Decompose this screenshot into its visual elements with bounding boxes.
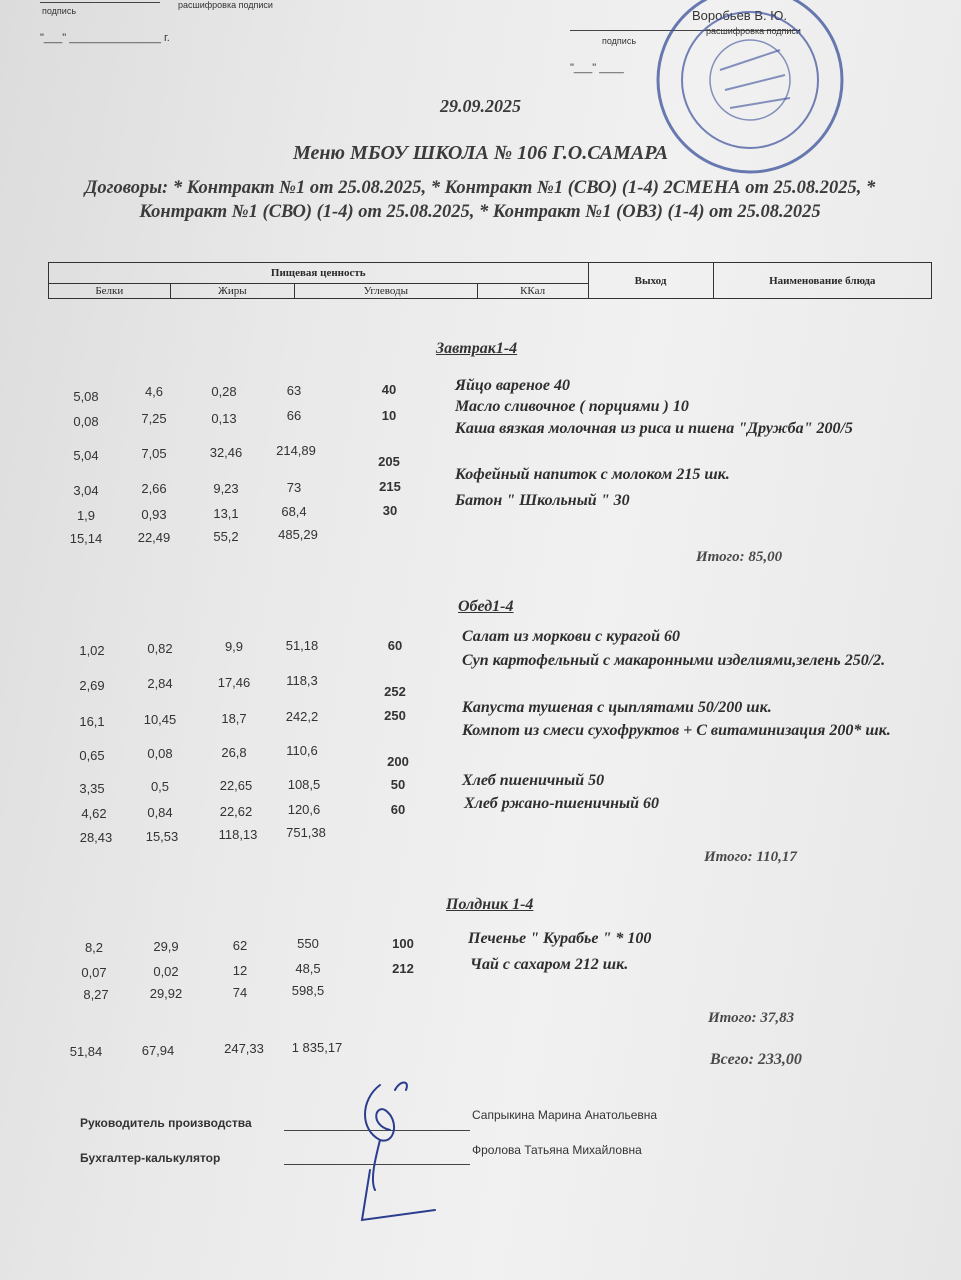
menu-date: 29.09.2025 xyxy=(440,96,521,116)
cell-output: 60 xyxy=(390,802,406,817)
sum-carbs: 55,2 xyxy=(213,529,239,544)
cell-protein: 1,9 xyxy=(76,508,96,523)
section-title-breakfast: Завтрак1-4 xyxy=(436,340,518,357)
grand-fat: 67,94 xyxy=(141,1043,175,1058)
right-name: Воробьев В. Ю. xyxy=(692,8,787,23)
menu-title: Меню МБОУ ШКОЛА № 106 Г.О.САМАРА xyxy=(292,142,669,164)
cell-dish: Суп картофельный с макаронными изделиями,зелень 250/2. xyxy=(462,652,886,669)
cell-dish: Печенье " Курабье " * 100 xyxy=(468,930,652,947)
cell-kcal: 51,18 xyxy=(285,638,319,653)
col-carbs: Углеводы xyxy=(294,284,477,299)
cell-protein: 3,04 xyxy=(73,483,99,498)
cell-output: 100 xyxy=(392,936,414,951)
cell-kcal: 214,89 xyxy=(276,443,316,458)
cell-kcal: 118,3 xyxy=(286,673,318,688)
col-fat: Жиры xyxy=(170,284,294,299)
left-date-line: "___" _______________ г. xyxy=(40,32,170,44)
cell-kcal: 48,5 xyxy=(295,961,321,976)
cell-fat: 0,82 xyxy=(147,641,173,656)
output-header: Выход xyxy=(588,263,713,299)
cell-protein: 0,08 xyxy=(73,414,99,429)
cell-output: 50 xyxy=(390,777,406,792)
grand-protein: 51,84 xyxy=(69,1044,103,1059)
cell-fat: 0,84 xyxy=(147,805,173,820)
cell-carbs: 9,23 xyxy=(213,481,239,496)
cell-protein: 3,35 xyxy=(79,781,105,796)
header-table xyxy=(48,262,932,299)
cell-output: 250 xyxy=(384,708,406,723)
snack-total: Итого: 37,83 xyxy=(708,1010,795,1026)
cell-fat: 2,66 xyxy=(141,481,167,496)
cell-output: 40 xyxy=(381,382,397,397)
cell-protein: 4,62 xyxy=(81,806,107,821)
sum-fat: 29,92 xyxy=(149,986,183,1001)
cell-protein: 5,08 xyxy=(73,389,99,404)
cell-protein: 5,04 xyxy=(73,448,99,463)
cell-output: 30 xyxy=(382,503,398,518)
sum-carbs: 74 xyxy=(232,985,248,1000)
dish-name-header: Наименование блюда xyxy=(713,263,931,299)
sum-fat: 22,49 xyxy=(137,530,171,545)
cell-kcal: 108,5 xyxy=(287,777,321,792)
cell-carbs: 17,46 xyxy=(217,675,251,690)
cell-fat: 7,05 xyxy=(141,446,167,461)
cell-protein: 16,1 xyxy=(79,714,105,729)
right-decode-caption: расшифровка подписи xyxy=(706,26,801,36)
cell-dish: Кофейный напиток с молоком 215 шк. xyxy=(455,466,730,483)
cell-dish: Батон " Школьный " 30 xyxy=(455,492,630,509)
cell-carbs: 18,7 xyxy=(221,711,247,726)
cell-fat: 0,08 xyxy=(147,746,173,761)
cell-fat: 4,6 xyxy=(144,384,164,399)
cell-dish: Салат из моркови с курагой 60 xyxy=(462,628,680,645)
cell-carbs: 13,1 xyxy=(213,506,239,521)
cell-kcal: 73 xyxy=(286,480,302,495)
cell-carbs: 32,46 xyxy=(209,445,243,460)
left-sign-caption: подпись xyxy=(42,6,77,16)
lunch-total: Итого: 110,17 xyxy=(704,849,797,865)
col-kcal: ККал xyxy=(477,284,588,299)
cell-protein: 0,07 xyxy=(81,965,107,980)
contracts-text: Договоры: * Контракт №1 от 25.08.2025, * Контракт №1 (СВО) (1-4) 2СМЕНА от 25.08.2025, * Контракт №1 (СВО) (1-4) от 25.08.2025, * Контракт №1 (ОВЗ) (1-4) от 25.08.2025 xyxy=(84,178,876,222)
cell-kcal: 120,6 xyxy=(287,802,321,817)
cell-dish: Каша вязкая молочная из риса и пшена "Дружба" 200/5 xyxy=(455,420,853,437)
cell-fat: 7,25 xyxy=(141,411,167,426)
cell-protein: 8,2 xyxy=(84,940,104,955)
cell-fat: 0,02 xyxy=(153,964,179,979)
sum-kcal: 485,29 xyxy=(278,527,318,542)
cell-carbs: 0,13 xyxy=(211,411,237,426)
sum-kcal: 751,38 xyxy=(286,825,326,840)
cell-dish: Хлеб ржано-пшеничный 60 xyxy=(464,795,659,812)
sum-kcal: 598,5 xyxy=(291,983,325,998)
cell-dish: Чай с сахаром 212 шк. xyxy=(470,956,629,973)
cell-protein: 2,69 xyxy=(79,678,105,693)
cell-output: 212 xyxy=(392,961,414,976)
signature-name-manager: Сапрыкина Марина Анатольевна xyxy=(472,1108,658,1122)
cell-fat: 0,93 xyxy=(141,507,167,522)
cell-dish: Масло сливочное ( порциями ) 10 xyxy=(455,398,689,415)
cell-output: 200 xyxy=(387,754,409,769)
sum-protein: 28,43 xyxy=(79,830,113,845)
grand-total: Всего: 233,00 xyxy=(710,1051,802,1068)
col-protein: Белки xyxy=(49,284,171,299)
grand-kcal: 1 835,17 xyxy=(291,1040,343,1055)
cell-carbs: 22,65 xyxy=(219,778,253,793)
signature-role-accountant: Бухгалтер-калькулятор xyxy=(80,1151,221,1165)
cell-output: 252 xyxy=(384,684,406,699)
cell-output: 10 xyxy=(381,408,397,423)
cell-carbs: 12 xyxy=(232,963,248,978)
breakfast-total: Итого: 85,00 xyxy=(696,549,783,565)
left-decode-caption: расшифровка подписи xyxy=(178,0,273,10)
cell-carbs: 26,8 xyxy=(221,745,247,760)
cell-dish: Хлеб пшеничный 50 xyxy=(462,772,605,789)
cell-kcal: 110,6 xyxy=(286,743,318,758)
cell-protein: 0,65 xyxy=(79,748,105,763)
cell-protein: 1,02 xyxy=(79,643,105,658)
sum-protein: 8,27 xyxy=(83,987,109,1002)
handwritten-signature xyxy=(340,1070,480,1240)
cell-kcal: 63 xyxy=(286,383,302,398)
section-title-snack: Полдник 1-4 xyxy=(446,896,534,913)
cell-fat: 29,9 xyxy=(153,939,179,954)
cell-dish: Яйцо вареное 40 xyxy=(455,377,570,394)
sum-carbs: 118,13 xyxy=(218,827,258,842)
cell-output: 205 xyxy=(378,454,400,469)
cell-fat: 2,84 xyxy=(147,676,173,691)
sum-fat: 15,53 xyxy=(145,829,179,844)
cell-output: 60 xyxy=(387,638,403,653)
cell-dish: Капуста тушеная с цыплятами 50/200 шк. xyxy=(462,699,772,716)
cell-fat: 0,5 xyxy=(150,779,170,794)
cell-kcal: 242,2 xyxy=(285,709,319,724)
cell-kcal: 66 xyxy=(286,408,302,423)
grand-carbs: 247,33 xyxy=(224,1041,264,1056)
section-title-lunch: Обед1-4 xyxy=(458,598,514,615)
right-sign-caption: подпись xyxy=(602,36,637,46)
nutrition-header: Пищевая ценность xyxy=(49,263,589,284)
signature-name-accountant: Фролова Татьяна Михайловна xyxy=(472,1143,642,1157)
cell-carbs: 9,9 xyxy=(224,639,244,654)
cell-carbs: 0,28 xyxy=(211,384,237,399)
cell-kcal: 68,4 xyxy=(281,504,307,519)
signature-role-manager: Руководитель производства xyxy=(80,1116,252,1130)
cell-carbs: 62 xyxy=(232,938,248,953)
right-date-line: "___" ____ xyxy=(570,62,624,74)
cell-output: 215 xyxy=(379,479,401,494)
cell-fat: 10,45 xyxy=(143,712,177,727)
cell-dish: Компот из смеси сухофруктов + С витаминизация 200* шк. xyxy=(462,722,891,739)
cell-kcal: 550 xyxy=(297,936,319,951)
cell-carbs: 22,62 xyxy=(219,804,253,819)
sum-protein: 15,14 xyxy=(69,531,103,546)
